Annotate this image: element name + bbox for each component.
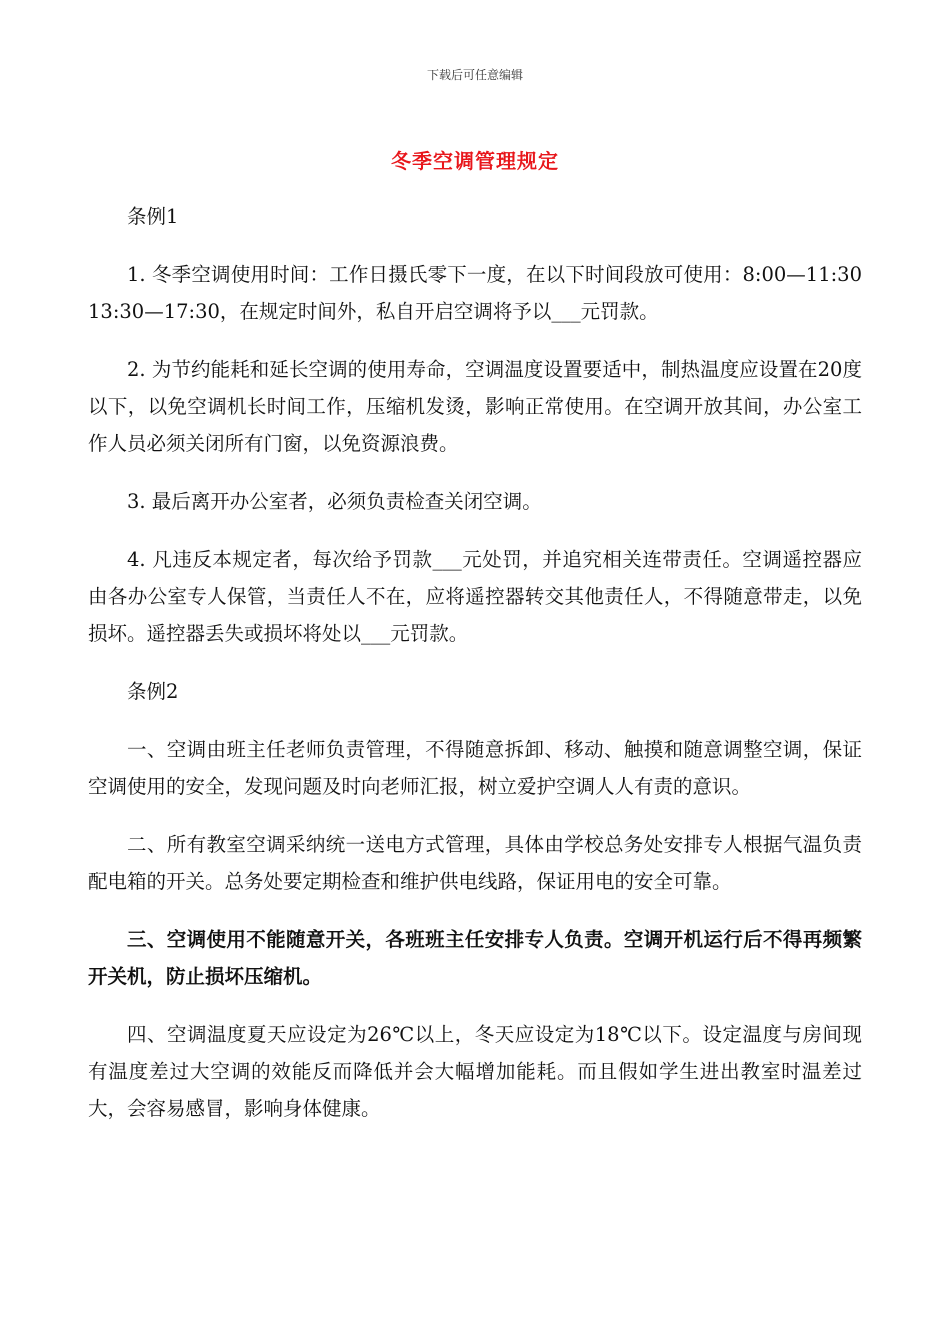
header-note: 下载后可任意编辑 (426, 68, 523, 82)
section2-paragraph-1: 一、空调由班主任老师负责管理，不得随意拆卸、移动、触摸和随意调整空调，保证空调使用的安全，发现问题及时向老师汇报，树立爱护空调人人有责的意识。 (88, 738, 862, 798)
section2-paragraph-4: 四、空调温度夏天应设定为26℃以上，冬天应设定为18℃以下。设定温度与房间现有温度差过大空调的效能反而降低并会大幅增加能耗。而且假如学生进出教室时温差过大，会容易感冒，影响身体健康。 (88, 1023, 862, 1120)
document-title: 冬季空调管理规定 (391, 149, 559, 173)
section-heading-2: 条例2 (127, 680, 179, 703)
section2-paragraph-3: 三、空调使用不能随意开关，各班班主任安排专人负责。空调开机运行后不得再频繁开关机，防止损坏压缩机。 (88, 928, 862, 988)
section1-paragraph-2: 2. 为节约能耗和延长空调的使用寿命，空调温度设置要适中，制热温度应设置在20度以下，以免空调机长时间工作，压缩机发烫，影响正常使用。在空调开放其间，办公室工作人员必须关闭所有门窗，以免资源浪费。 (88, 358, 862, 455)
document-body (88, 198, 862, 1148)
section-heading-1: 条例1 (127, 205, 179, 228)
section1-paragraph-4: 4. 凡违反本规定者，每次给予罚款___元处罚，并追究相关连带责任。空调遥控器应由各办公室专人保管，当责任人不在，应将遥控器转交其他责任人，不得随意带走，以免损坏。遥控器丢失或损坏将处以___元罚款。 (88, 548, 862, 645)
section1-paragraph-3: 3. 最后离开办公室者，必须负责检查关闭空调。 (127, 490, 542, 513)
section2-paragraph-2: 二、所有教室空调采纳统一送电方式管理，具体由学校总务处安排专人根据气温负责配电箱的开关。总务处要定期检查和维护供电线路，保证用电的安全可靠。 (88, 833, 862, 893)
section1-paragraph-1: 1. 冬季空调使用时间：工作日摄氏零下一度，在以下时间段放可使用：8:00—11:30 13:30—17:30，在规定时间外，私自开启空调将予以___元罚款。 (88, 263, 862, 323)
